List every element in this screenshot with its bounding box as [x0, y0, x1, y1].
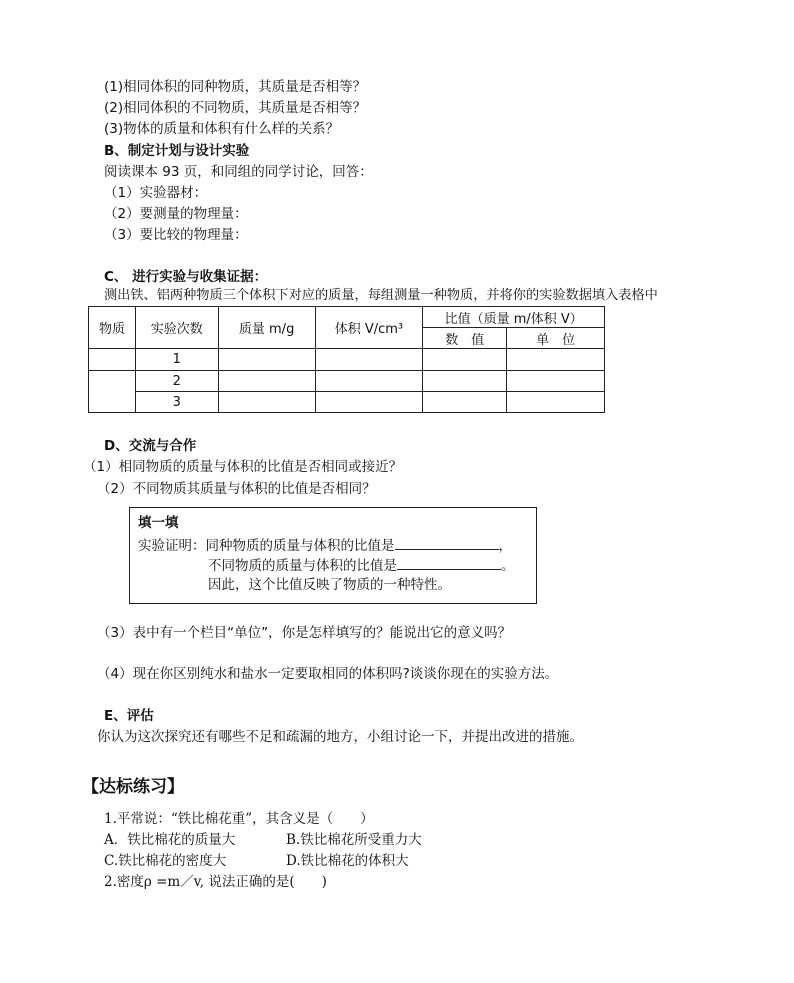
subheader-unit: 单 位: [507, 328, 605, 349]
section-c-intro: 测出铁、铝两种物质三个体积下对应的质量，每组测量一种物质，并将你的实验数据填入表格中: [104, 288, 658, 303]
ratio-value-cell[interactable]: [423, 371, 507, 392]
section-e-title: E、评估: [104, 708, 154, 724]
header-volume: 体积 V/cm³: [315, 307, 423, 349]
substance-cell[interactable]: [89, 371, 136, 392]
trial-number: 3: [135, 392, 218, 413]
practice-q2: 2.密度ρ =m／v, 说法正确的是( ): [104, 874, 327, 890]
volume-cell[interactable]: [315, 392, 423, 413]
section-b-item-3: （3）要比较的物理量：: [104, 227, 248, 243]
answer-blank-2[interactable]: [397, 556, 501, 570]
section-b-item-1: （1）实验器材：: [104, 185, 208, 201]
option-d[interactable]: D.铁比棉花的体积大: [286, 853, 409, 869]
section-b-item-2: （2）要测量的物理量：: [104, 206, 248, 222]
practice-header: 【达标练习】: [82, 777, 184, 797]
fill-box-line-2-end: 。: [501, 558, 515, 574]
section-c-title: C、 进行实验与收集证据：: [104, 269, 268, 285]
ratio-unit-cell[interactable]: [507, 371, 605, 392]
ratio-unit-cell[interactable]: [507, 392, 605, 413]
data-table: [88, 306, 605, 413]
fill-box-line-2-text: 不同物质的质量与体积的比值是: [208, 558, 397, 574]
volume-cell[interactable]: [315, 349, 423, 371]
ratio-value-cell[interactable]: [423, 349, 507, 371]
option-c[interactable]: C.铁比棉花的密度大: [104, 853, 227, 869]
practice-q1: 1.平常说：“铁比棉花重”，其含义是（ ）: [104, 811, 374, 827]
ratio-value-cell[interactable]: [423, 392, 507, 413]
header-substance: 物质: [89, 307, 136, 349]
trial-number: 1: [135, 349, 218, 371]
fill-box-line-3: 因此，这个比值反映了物质的一种特性。: [208, 577, 451, 593]
section-d-q4: （4）现在你区别纯水和盐水一定要取相同的体积吗?谈谈你现在的实验方法。: [97, 666, 559, 682]
fill-box-line-1-text: 实验证明：同种物质的质量与体积的比值是: [138, 538, 395, 554]
fill-box-title: 填一填: [138, 515, 179, 531]
answer-blank-1[interactable]: [395, 536, 499, 550]
header-trial: 实验次数: [135, 307, 218, 349]
fill-box-line-1: [138, 536, 512, 555]
header-mass: 质量 m/g: [218, 307, 315, 349]
mass-cell[interactable]: [218, 349, 315, 371]
option-b[interactable]: B.铁比棉花所受重力大: [286, 832, 422, 848]
option-a[interactable]: A．铁比棉花的质量大: [104, 832, 236, 848]
trial-number: 2: [135, 371, 218, 392]
subheader-value: 数 值: [423, 328, 507, 349]
section-b-intro: 阅读课本 93 页，和同组的同学讨论，回答：: [104, 164, 373, 180]
question-1: (1)相同体积的同种物质，其质量是否相等？: [104, 79, 367, 95]
section-d-q2: （2）不同物质其质量与体积的比值是否相同？: [97, 481, 376, 497]
fill-box-line-2: [208, 556, 515, 575]
section-d-q3: （3）表中有一个栏目“单位”，你是怎样填写的？能说出它的意义吗？: [97, 625, 512, 641]
substance-cell[interactable]: [89, 349, 136, 371]
mass-cell[interactable]: [218, 371, 315, 392]
fill-box-line-1-end: ，: [498, 538, 512, 554]
header-ratio: 比值（质量 m/体积 V）: [423, 307, 605, 328]
section-b-title: B、制定计划与设计实验: [104, 143, 250, 159]
section-e-text: 你认为这次探究还有哪些不足和疏漏的地方，小组讨论一下，并提出改进的措施。: [97, 729, 583, 745]
substance-cell[interactable]: [89, 392, 136, 413]
volume-cell[interactable]: [315, 371, 423, 392]
ratio-unit-cell[interactable]: [507, 349, 605, 371]
question-3: (3)物体的质量和体积有什么样的关系？: [104, 121, 340, 137]
section-d-q1: （1）相同物质的质量与体积的比值是否相同或接近？: [83, 459, 403, 475]
question-2: (2)相同体积的不同物质，其质量是否相等？: [104, 100, 367, 116]
mass-cell[interactable]: [218, 392, 315, 413]
section-d-title: D、交流与合作: [104, 438, 197, 454]
